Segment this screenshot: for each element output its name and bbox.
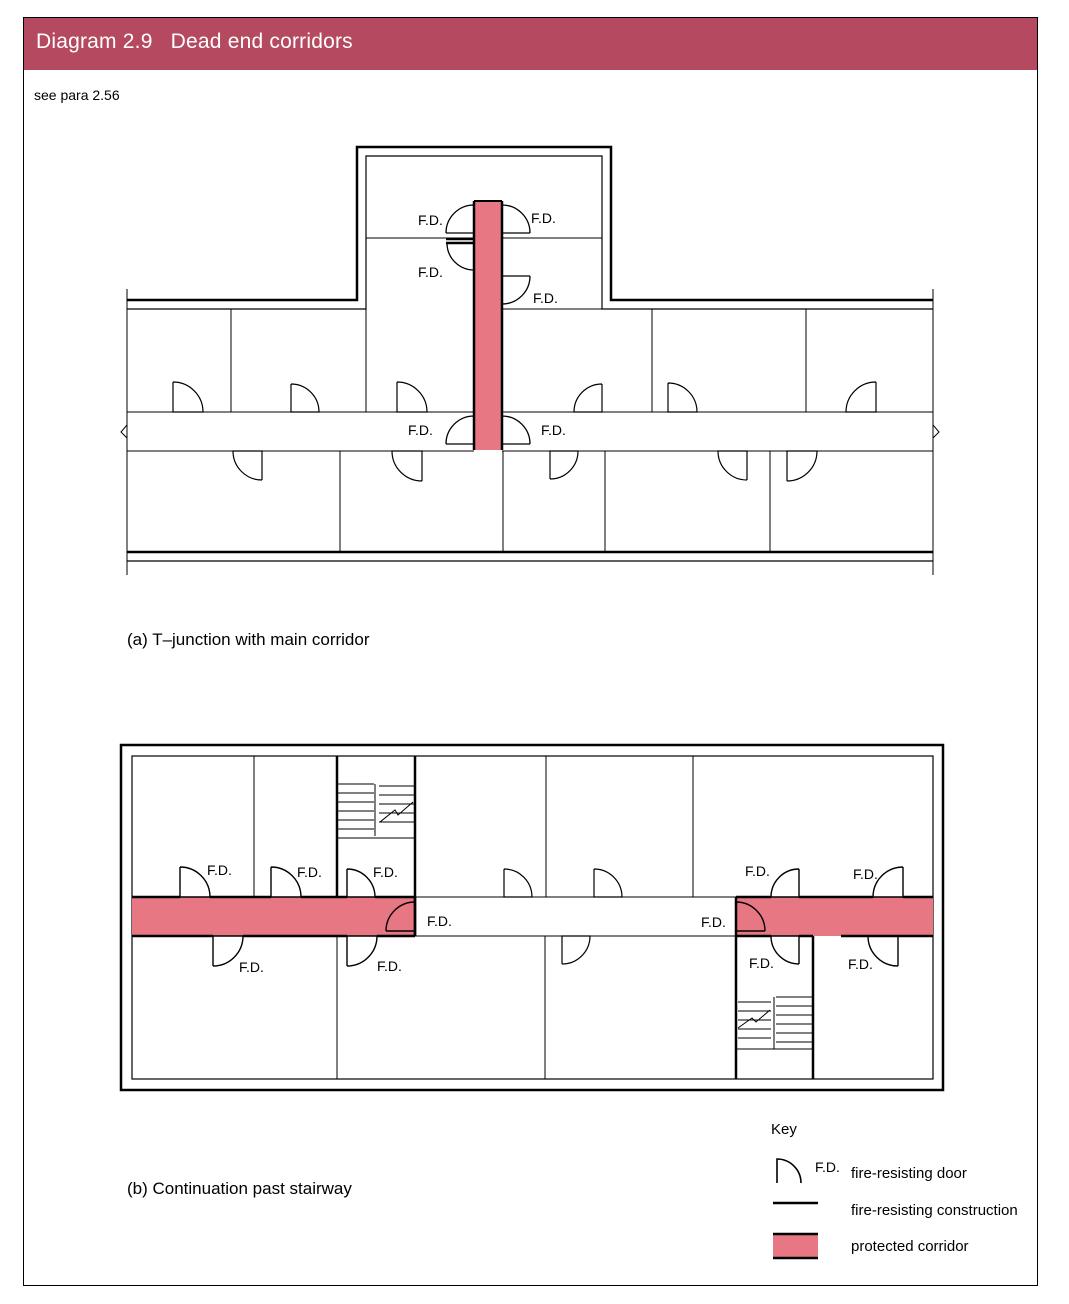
fire-door-icon bbox=[718, 451, 747, 480]
fire-door-icon bbox=[347, 869, 375, 897]
fire-door-icon bbox=[502, 416, 530, 444]
key-label-door: fire-resisting door bbox=[851, 1165, 967, 1182]
fire-door-icon bbox=[562, 936, 590, 964]
fd-label: F.D. bbox=[418, 264, 443, 280]
fire-door-icon bbox=[347, 936, 377, 966]
plan-t-junction bbox=[121, 147, 939, 575]
fd-label: F.D. bbox=[749, 955, 774, 971]
fire-door-icon bbox=[397, 382, 427, 412]
fire-door-icon bbox=[550, 451, 578, 479]
fd-label: F.D. bbox=[531, 210, 556, 226]
key-door-icon bbox=[777, 1159, 801, 1183]
fd-label: F.D. bbox=[408, 422, 433, 438]
fd-label: F.D. bbox=[701, 914, 726, 930]
key-corridor-swatch bbox=[773, 1234, 818, 1258]
fire-door-icon bbox=[787, 451, 817, 481]
fd-label: F.D. bbox=[239, 959, 264, 975]
fire-door-icon bbox=[594, 869, 622, 897]
fire-door-icon bbox=[180, 867, 210, 897]
fire-door-icon bbox=[447, 243, 474, 270]
wall-line bbox=[121, 412, 127, 451]
fd-label: F.D. bbox=[418, 212, 443, 228]
fd-label: F.D. bbox=[853, 866, 878, 882]
fire-door-icon bbox=[502, 205, 530, 233]
fd-label: F.D. bbox=[848, 956, 873, 972]
wall-line bbox=[933, 412, 939, 451]
fire-door-icon bbox=[446, 205, 474, 233]
fire-door-icon bbox=[504, 869, 532, 897]
fire-door-icon bbox=[771, 936, 799, 964]
fd-label: F.D. bbox=[427, 913, 452, 929]
protected-corridor-left bbox=[132, 897, 415, 936]
fire-door-icon bbox=[502, 276, 530, 304]
stair-break bbox=[380, 802, 413, 822]
fire-door-icon bbox=[446, 416, 474, 444]
fire-door-icon bbox=[668, 383, 697, 412]
fire-door-icon bbox=[392, 451, 422, 481]
plan-continuation bbox=[121, 745, 943, 1090]
key-label-construction: fire-resisting construction bbox=[851, 1202, 1018, 1219]
caption-b: (b) Continuation past stairway bbox=[127, 1179, 352, 1198]
fire-door-icon bbox=[574, 384, 602, 412]
key-label-corridor: protected corridor bbox=[851, 1238, 969, 1255]
fire-door-icon bbox=[846, 382, 876, 412]
caption-a: (a) T–junction with main corridor bbox=[127, 630, 370, 649]
para-reference: see para 2.56 bbox=[34, 87, 120, 103]
diagram-title: Diagram 2.9 Dead end corridors bbox=[36, 30, 353, 53]
fd-label: F.D. bbox=[745, 863, 770, 879]
stair-break bbox=[738, 1010, 770, 1028]
fd-label: F.D. bbox=[207, 862, 232, 878]
fd-label: F.D. bbox=[297, 864, 322, 880]
key-symbols bbox=[773, 1159, 818, 1258]
fd-label: F.D. bbox=[377, 958, 402, 974]
fd-label: F.D. bbox=[541, 422, 566, 438]
protected-corridor-spur bbox=[474, 201, 502, 450]
fd-label: F.D. bbox=[373, 864, 398, 880]
fire-door-icon bbox=[233, 451, 262, 480]
key-heading: Key bbox=[771, 1121, 797, 1138]
key-door-text: F.D. bbox=[815, 1159, 840, 1175]
fire-door-icon bbox=[173, 382, 203, 412]
fd-label: F.D. bbox=[533, 290, 558, 306]
fire-door-icon bbox=[291, 384, 319, 412]
fire-door-icon bbox=[771, 869, 799, 897]
